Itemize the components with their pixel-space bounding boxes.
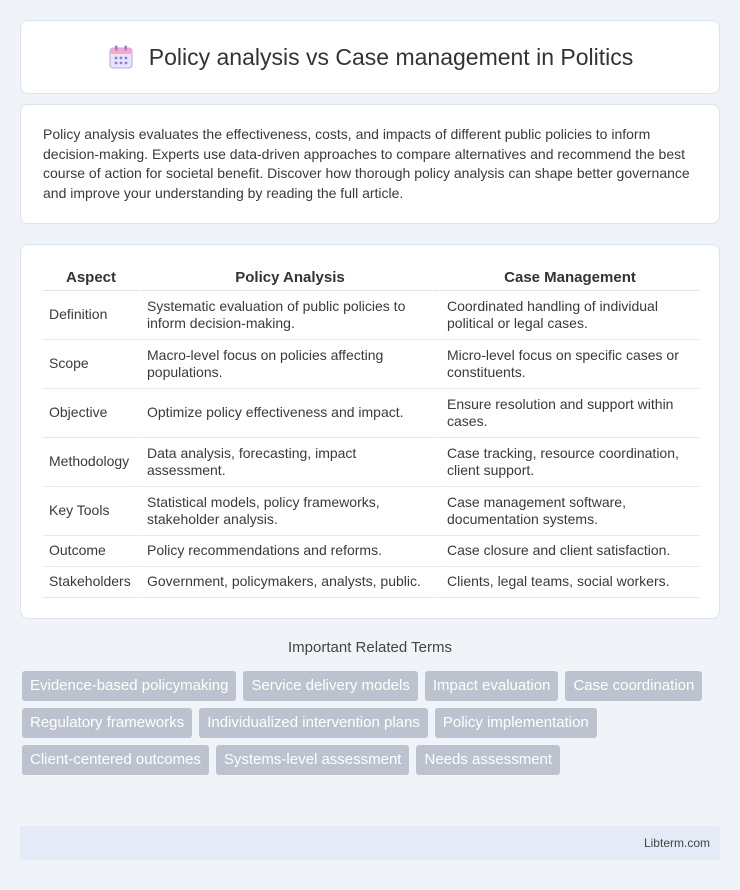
related-term-tag[interactable]: Individualized intervention plans xyxy=(199,708,428,738)
row-case-management: Case management software, documentation systems. xyxy=(439,487,699,536)
row-policy-analysis: Systematic evaluation of public policies to inform decision-making. xyxy=(139,291,439,340)
comparison-table xyxy=(43,263,699,598)
page-title: Policy analysis vs Case management in Politics xyxy=(148,43,634,70)
row-case-management: Case closure and client satisfaction. xyxy=(439,536,699,567)
table-row xyxy=(43,291,699,340)
intro-card xyxy=(20,104,720,224)
row-case-management: Case tracking, resource coordination, client support. xyxy=(439,438,699,487)
table-header-row xyxy=(43,263,699,291)
table-row xyxy=(43,567,699,598)
row-policy-analysis: Government, policymakers, analysts, public. xyxy=(139,567,439,598)
table-row xyxy=(43,340,699,389)
row-aspect: Key Tools xyxy=(43,487,139,536)
header-aspect: Aspect xyxy=(43,263,139,291)
related-term-tag[interactable]: Evidence-based policymaking xyxy=(22,671,236,701)
row-case-management: Clients, legal teams, social workers. xyxy=(439,567,699,598)
row-case-management: Ensure resolution and support within cases. xyxy=(439,389,699,438)
header-policy-analysis: Policy Analysis xyxy=(139,263,439,291)
related-term-tag[interactable]: Policy implementation xyxy=(435,708,597,738)
row-policy-analysis: Statistical models, policy frameworks, stakeholder analysis. xyxy=(139,487,439,536)
related-term-tag[interactable]: Case coordination xyxy=(565,671,702,701)
related-term-tag[interactable]: Systems-level assessment xyxy=(216,745,410,775)
row-policy-analysis: Data analysis, forecasting, impact assessment. xyxy=(139,438,439,487)
intro-paragraph: Policy analysis evaluates the effectiveness, costs, and impacts of different public policies to inform decision-making. Experts use data-driven approaches to compare alternatives and recommend the best course of action for societal benefit. Discover how thorough policy analysis can shape better governance and improve your understanding by reading the full article. xyxy=(43,126,690,201)
title-card xyxy=(20,20,720,94)
related-terms-heading: Important Related Terms xyxy=(288,639,452,656)
comparison-table-card xyxy=(20,244,720,619)
header-case-management: Case Management xyxy=(439,263,699,291)
related-term-tag[interactable]: Needs assessment xyxy=(416,745,560,775)
related-term-tag[interactable]: Regulatory frameworks xyxy=(22,708,192,738)
row-aspect: Objective xyxy=(43,389,139,438)
table-row xyxy=(43,438,699,487)
related-term-tag[interactable]: Service delivery models xyxy=(243,671,417,701)
row-policy-analysis: Macro-level focus on policies affecting populations. xyxy=(139,340,439,389)
row-aspect: Methodology xyxy=(43,438,139,487)
footer xyxy=(20,826,720,860)
footer-site-link[interactable]: Libterm.com xyxy=(643,836,710,850)
calendar-icon xyxy=(107,43,135,71)
table-row xyxy=(43,487,699,536)
related-terms-list xyxy=(22,671,722,775)
row-case-management: Coordinated handling of individual political or legal cases. xyxy=(439,291,699,340)
related-term-tag[interactable]: Impact evaluation xyxy=(425,671,559,701)
table-row xyxy=(43,389,699,438)
related-term-tag[interactable]: Client-centered outcomes xyxy=(22,745,209,775)
row-policy-analysis: Optimize policy effectiveness and impact. xyxy=(139,389,439,438)
row-case-management: Micro-level focus on specific cases or constituents. xyxy=(439,340,699,389)
row-aspect: Stakeholders xyxy=(43,567,139,598)
row-policy-analysis: Policy recommendations and reforms. xyxy=(139,536,439,567)
table-row xyxy=(43,536,699,567)
row-aspect: Definition xyxy=(43,291,139,340)
row-aspect: Scope xyxy=(43,340,139,389)
row-aspect: Outcome xyxy=(43,536,139,567)
